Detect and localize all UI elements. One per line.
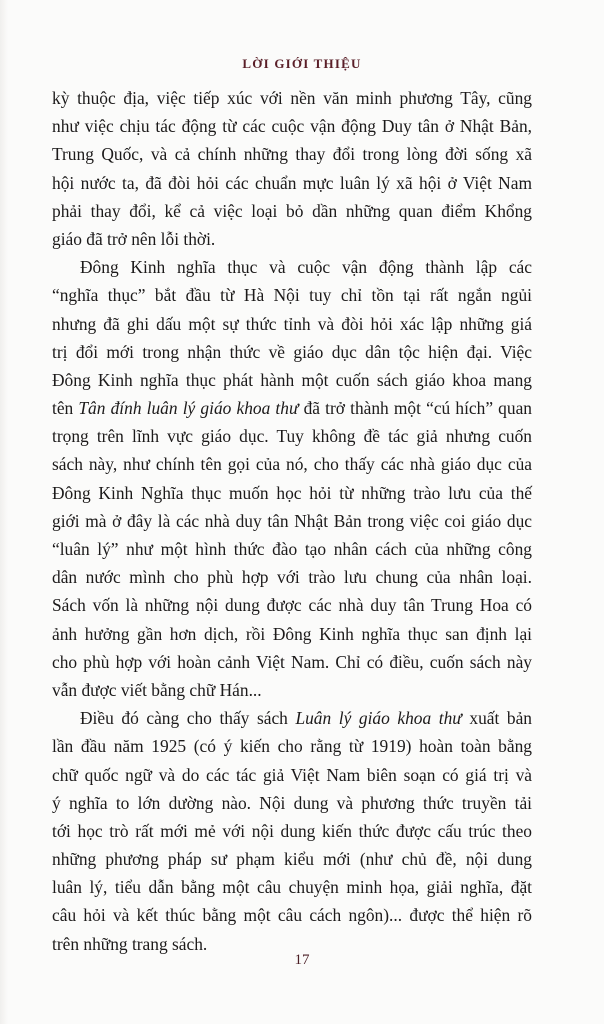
- text-line: sách này, như chính tên gọi của nó, cho thấy các nhà giáo dục của: [52, 454, 532, 475]
- text-line: nhưng đã ghi dấu một sự thức tỉnh và đòi hỏi xác lập những giá: [52, 313, 532, 334]
- text-line: câu hỏi và kết thúc bằng một câu cách ngôn)... được thể hiện rõ: [52, 905, 532, 926]
- text-line: những phương pháp sư phạm kiểu mới (như chủ đề, nội dung: [52, 849, 532, 870]
- text-line: trên những trang sách.: [52, 933, 208, 954]
- text-line: dân nước mình cho phù hợp với trào lưu chung của nhân loại.: [52, 567, 532, 588]
- book-title-italic: Luân lý giáo khoa thư: [295, 708, 462, 729]
- book-title-italic: Tân đính luân lý giáo khoa thư: [78, 398, 299, 419]
- text-fragment: Điều đó càng cho thấy sách: [80, 708, 296, 729]
- text-line: “luân lý” như một hình thức đào tạo nhân cách của những công: [52, 539, 532, 559]
- page-gutter-shadow: [0, 0, 8, 1024]
- text-line: như việc chịu tác động từ các cuộc vận động Duy tân ở Nhật Bản,: [52, 116, 532, 137]
- text-line: Đông Kinh nghĩa thục phát hành một cuốn sách giáo khoa mang: [52, 369, 532, 390]
- text-fragment: xuất bản: [461, 708, 533, 729]
- text-line: ảnh hưởng gần hơn dịch, rồi Đông Kinh nghĩa thục san định lại: [52, 623, 532, 644]
- text-line: trị đổi mới trong nhận thức về giáo dục dân tộc hiện đại. Việc: [52, 341, 532, 362]
- body-text: [52, 84, 532, 958]
- paragraph-3: [52, 704, 532, 958]
- paragraph-2: [52, 253, 532, 704]
- text-line: tới học trò rất mới mẻ với nội dung kiến thức được cấu trúc theo: [52, 820, 532, 841]
- text-line: kỳ thuộc địa, việc tiếp xúc với nền văn minh phương Tây, cũng: [52, 88, 532, 108]
- text-line: vẫn được viết bằng chữ Hán...: [52, 679, 262, 700]
- page-number: 17: [294, 952, 310, 968]
- running-header-title: LỜI GIỚI THIỆU: [242, 56, 362, 71]
- text-line: hội nước ta, đã đòi hỏi các chuẩn mực luân lý xã hội ở Việt Nam: [52, 172, 532, 193]
- text-line: giáo đã trở nên lỗi thời.: [52, 228, 216, 249]
- text-line: Sách vốn là những nội dung được các nhà duy tân Trung Hoa có: [52, 595, 532, 616]
- text-line: Trung Quốc, và cả chính những thay đổi trong lòng đời sống xã: [52, 144, 532, 165]
- text-line: Đông Kinh nghĩa thục và cuộc vận động thành lập các: [80, 257, 532, 278]
- text-line: ý nghĩa to lớn dường nào. Nội dung và phương thức truyền tải: [52, 792, 532, 813]
- text-line-with-italic-title: [52, 704, 532, 732]
- text-line: “nghĩa thục” bắt đầu từ Hà Nội tuy chỉ tồn tại rất ngắn ngủi: [52, 285, 532, 306]
- text-line: Đông Kinh Nghĩa thục muốn học hỏi từ những trào lưu của thế: [52, 482, 532, 503]
- text-line: giới mà ở đây là các nhà duy tân Nhật Bản trong việc coi giáo dục: [52, 510, 532, 531]
- text-line: lần đầu năm 1925 (có ý kiến cho rằng từ 1919) hoàn toàn bằng: [52, 736, 532, 757]
- paragraph-1: [52, 84, 532, 253]
- text-line-with-italic-title: [52, 394, 532, 422]
- text-line: luân lý, tiểu dẫn bằng một câu chuyện minh họa, giải nghĩa, đặt: [52, 877, 532, 898]
- text-fragment: đã trở thành một “cú hích” quan: [298, 398, 532, 419]
- text-fragment: tên: [52, 398, 79, 419]
- text-line: trọng trên lĩnh vực giáo dục. Tuy không đề tác giả nhưng cuốn: [52, 426, 532, 447]
- text-line: cho phù hợp với hoàn cảnh Việt Nam. Chỉ có điều, cuốn sách này: [52, 651, 532, 672]
- text-line: phải thay đổi, kể cả việc loại bỏ dần những quan điểm Khổng: [52, 200, 532, 221]
- text-line: chữ quốc ngữ và do các tác giả Việt Nam biên soạn có giá trị và: [52, 764, 532, 785]
